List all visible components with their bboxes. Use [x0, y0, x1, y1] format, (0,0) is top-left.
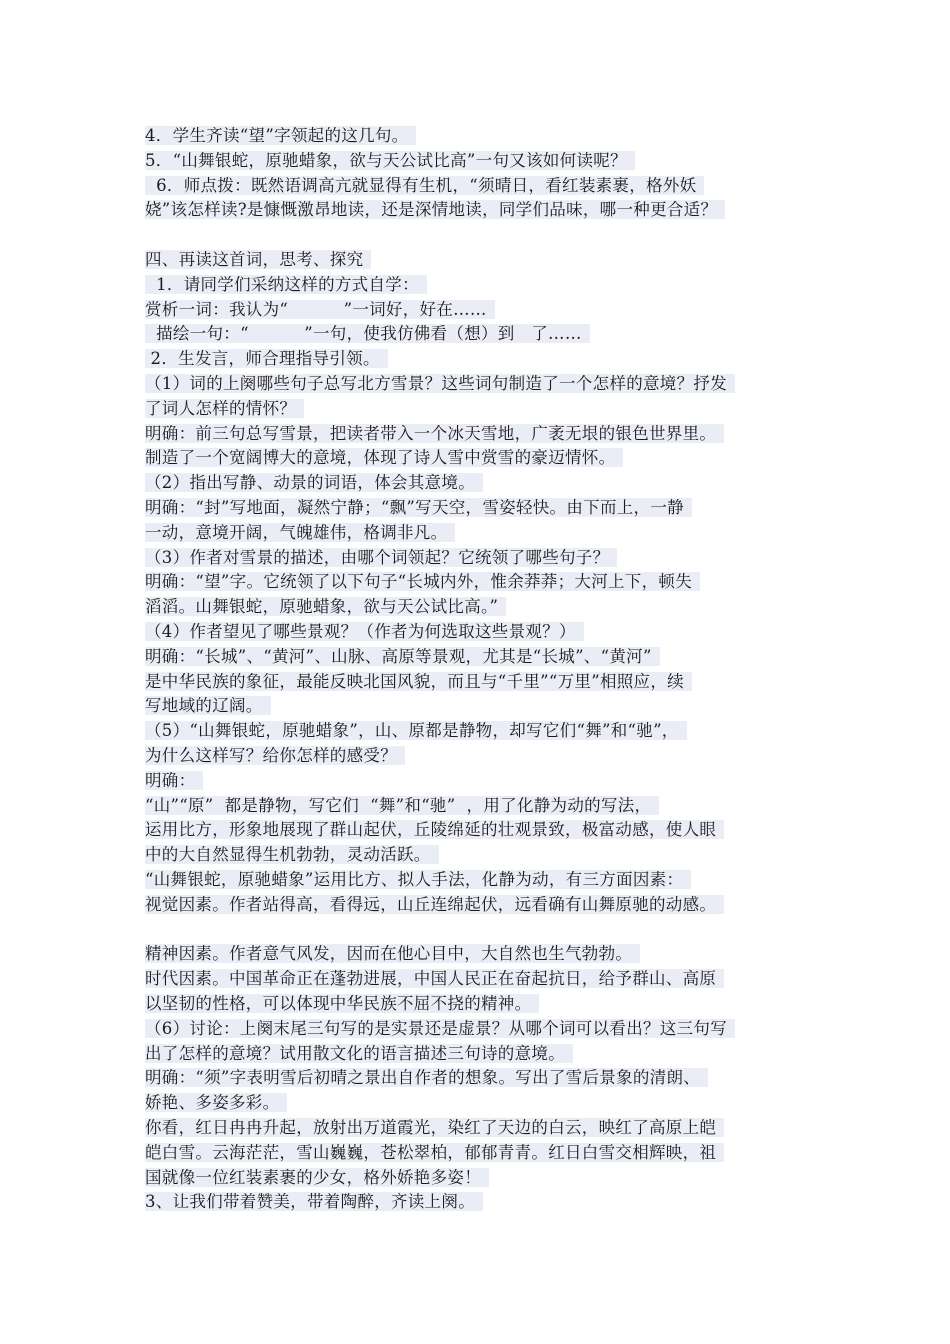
text-line-content: 视觉因素。作者站得高，看得远，山丘连绵起伏，远看确有山舞原驰的动感。 [145, 895, 724, 914]
text-line-content: 是中华民族的象征，最能反映北国风貌，而且与“千里”“万里”相照应，续 [145, 672, 692, 691]
text-line [145, 298, 495, 323]
text-line [145, 843, 439, 868]
text-line-content: 精神因素。作者意气风发，因而在他心目中，大自然也生气勃勃。 [145, 944, 640, 963]
text-line-content: 5．“山舞银蛇，原驰蜡象，欲与天公试比高”一句又该如何读呢？ [145, 151, 635, 170]
text-line-content: 明确： [145, 771, 203, 790]
text-line [145, 1190, 483, 1215]
text-line [145, 124, 416, 149]
text-line [145, 422, 724, 447]
text-line [145, 1116, 724, 1141]
text-line [145, 546, 617, 571]
text-line-content: 时代因素。中国革命正在蓬勃进展，中国人民正在奋起抗日，给予群山、高原 [145, 969, 724, 988]
text-line [145, 794, 659, 819]
text-line-content: 娇艳、多姿多彩。 [145, 1093, 287, 1112]
text-line-content: 出了怎样的意境？试用散文化的语言描述三句诗的意境。 [145, 1044, 573, 1063]
text-line-content: （4）作者望见了哪些景观？（作者为何选取这些景观？） [145, 622, 584, 641]
text-line [145, 942, 640, 967]
text-line-content: 1．请同学们采纳这样的方式自学： [145, 275, 427, 294]
text-line [145, 174, 704, 199]
text-line [145, 1066, 708, 1091]
text-line-content: 皑白雪。云海茫茫，雪山巍巍，苍松翠柏，郁郁青青。红日白雪交相辉映，祖 [145, 1143, 724, 1162]
text-line [145, 471, 483, 496]
text-line-content: （2）指出写静、动景的词语，体会其意境。 [145, 473, 483, 492]
text-line-content: “山”“原” 都是静物，写它们 “舞”和“驰” ，用了化静为动的写法， [145, 796, 659, 815]
text-line-content: 赏析一词：我认为“ ”一词好，好在…… [145, 300, 495, 319]
text-line-content: 制造了一个宽阔博大的意境，体现了诗人雪中赏雪的豪迈情怀。 [145, 448, 623, 467]
text-line-content: （5）“山舞银蛇，原驰蜡象”，山、原都是静物，却写它们“舞”和“驰”， [145, 721, 687, 740]
text-line [145, 620, 584, 645]
text-line-content: 为什么这样写？给你怎样的感受？ [145, 746, 405, 765]
text-line [145, 967, 724, 992]
text-line-content: 滔滔。山舞银蛇，原驰蜡象，欲与天公试比高。” [145, 597, 506, 616]
text-line-content: 国就像一位红装素裹的少女，格外娇艳多姿！ [145, 1168, 489, 1187]
text-line [145, 818, 724, 843]
text-line [145, 595, 506, 620]
text-line [145, 521, 455, 546]
text-line-content: 2．生发言，师合理指导引领。 [145, 349, 388, 368]
text-line-content: （1）词的上阕哪些句子总写北方雪景？这些词句制造了一个怎样的意境？抒发 [145, 374, 735, 393]
text-line [145, 496, 692, 521]
text-line-content: 描绘一句：“ ”一句，使我仿佛看（想）到 了…… [145, 324, 590, 343]
text-line [145, 397, 304, 422]
text-line-content: （3）作者对雪景的描述，由哪个词领起？它统领了哪些句子？ [145, 548, 617, 567]
text-line-content: 了词人怎样的情怀？ [145, 399, 304, 418]
text-line-content: 4．学生齐读“望”字领起的这几句。 [145, 126, 416, 145]
text-line-content: 明确：“长城”、“黄河”、山脉、高原等景观，尤其是“长城”、“黄河” [145, 647, 660, 666]
text-line [145, 893, 724, 918]
text-line [145, 868, 691, 893]
text-line-content: 你看，红日冉冉升起，放射出万道霞光，染红了天边的白云，映红了高原上皑 [145, 1118, 724, 1137]
text-line [145, 322, 590, 347]
text-line-content: （6）讨论：上阕末尾三句写的是实景还是虚景？从哪个词可以看出？这三句写 [145, 1019, 735, 1038]
text-line-content: 娆”该怎样读?是慷慨激昂地读，还是深情地读，同学们品味，哪一种更合适？ [145, 200, 725, 219]
text-line [145, 347, 388, 372]
text-line [145, 1141, 724, 1166]
text-line-content: 以坚韧的性格，可以体现中华民族不屈不挠的精神。 [145, 994, 539, 1013]
text-line [145, 769, 203, 794]
text-line [145, 273, 427, 298]
text-line [145, 744, 405, 769]
text-line-content: 明确：“望”字。它统领了以下句子“长城内外，惟余莽莽；大河上下，顿失 [145, 572, 700, 591]
text-line [145, 446, 623, 471]
text-line-content: 写地域的辽阔。 [145, 696, 271, 715]
text-line [145, 198, 725, 223]
text-line [145, 1166, 489, 1191]
text-line-content: 明确：“封”写地面，凝然宁静；“飘”写天空，雪姿轻快。由下而上，一静 [145, 498, 692, 517]
text-line-content: 运用比方，形象地展现了群山起伏，丘陵绵延的壮观景致，极富动感，使人眼 [145, 820, 724, 839]
text-line [145, 992, 539, 1017]
text-line [145, 645, 660, 670]
text-line-content: 明确：“须”字表明雪后初晴之景出自作者的想象。写出了雪后景象的清朗、 [145, 1068, 708, 1087]
text-line-content: 一动，意境开阔，气魄雄伟，格调非凡。 [145, 523, 455, 542]
text-line-content: 四、再读这首词，思考、探究 [145, 250, 371, 269]
text-line-content: “山舞银蛇，原驰蜡象”运用比方、拟人手法，化静为动，有三方面因素： [145, 870, 691, 889]
text-line [145, 1017, 735, 1042]
text-line-content: 明确：前三句总写雪景，把读者带入一个冰天雪地，广袤无垠的银色世界里。 [145, 424, 724, 443]
text-line [145, 694, 271, 719]
text-line [145, 248, 371, 273]
text-line [145, 570, 700, 595]
text-line-content: 中的大自然显得生机勃勃，灵动活跃。 [145, 845, 439, 864]
text-line-content: 6．师点拨：既然语调高亢就显得有生机，“须晴日，看红装素裹，格外妖 [145, 176, 704, 195]
text-line [145, 1042, 573, 1067]
text-line [145, 719, 687, 744]
text-line-content: 3、让我们带着赞美，带着陶醉，齐读上阕。 [145, 1192, 483, 1211]
text-line [145, 149, 635, 174]
text-line [145, 670, 692, 695]
text-line [145, 372, 735, 397]
text-line [145, 1091, 287, 1116]
